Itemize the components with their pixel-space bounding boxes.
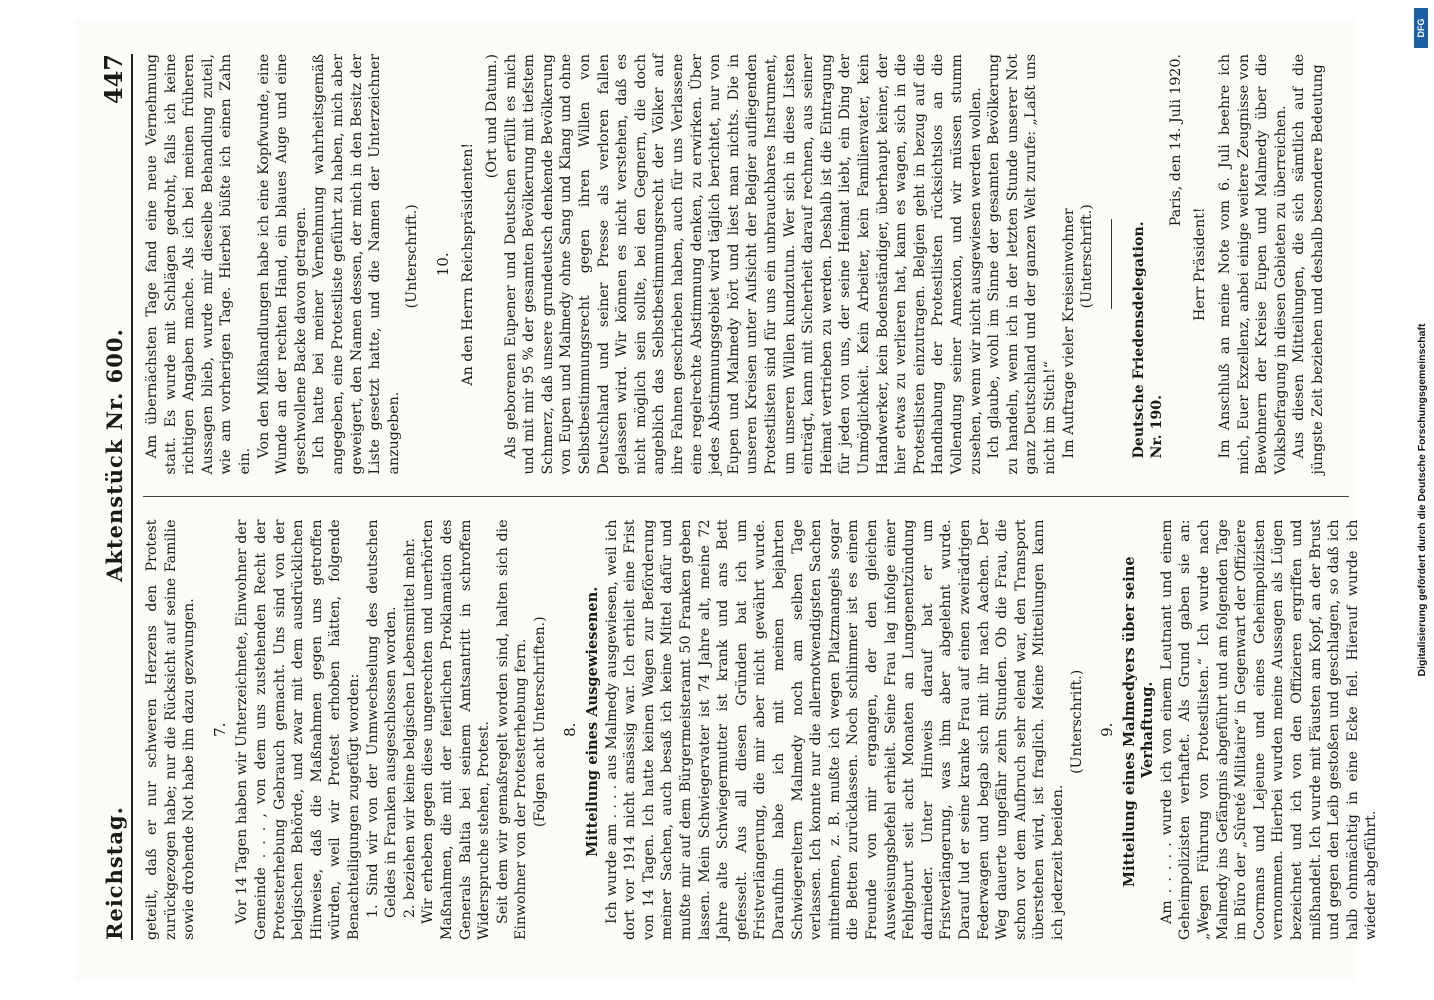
paragraph: geteilt, daß er nur schweren Herzens den Protest zurückgezogen habe; nur die Rücksicht auf seine Familie sowie drohende Not habe ihn dazu gezwungen. bbox=[144, 519, 198, 940]
paragraph: Von den Mißhandlungen habe ich eine Kopfwunde, eine Wunde an der rechten Hand, ein blaues Auge und eine geschwollene Backe davon getragen. bbox=[255, 54, 309, 475]
commission-line: Im Auftrage vieler Kreiseinwohner bbox=[1060, 208, 1077, 459]
digitization-credit bbox=[1408, 0, 1434, 1000]
section-heading: Mitteilung eines Malmedyers über seine Verhaftung. bbox=[1120, 556, 1157, 888]
page-header bbox=[99, 54, 133, 940]
signature-note: (Unterschrift.) bbox=[1068, 669, 1085, 774]
paragraph: Im Anschluß an meine Note vom 6. Juli beehre ich mich, Euer Exzellenz, anbei einige weitere Zeugnisse von Bewohnern der Kreise Eupen und Malmedy über die Volksbefragung in diesen Gebieten zu überreichen. bbox=[1217, 54, 1289, 475]
paragraph: Als geborenen Eupener und Deutschen erfüllt es mich und mit mir 95 % der gesamten Bevölkerung mit tiefstem Schmerz, daß unsere grundeutsch denkende Bevölkerung von Eupen und Malmedy ohne Sang und Klang und ohne Selbstbestimmungsrecht gegen ihren Willen von Deutschland und seiner Presse als verloren fallen gelassen wird. Wir können es nicht verstehen, daß es nicht möglich sein sollte, bei den Gegnern, die doch angeblich das Selbstbestimmungsrecht der Völker auf ihre Fahnen geschrieben haben, auch für uns Verlassene eine regelrechte Abstimmung denken, zu erwirken. Über jedes Abstimmungsgebiet wird täglich berichtet, nur von Eupen und Malmedy hört und liest man nichts. Die in unseren Kreisen unter Aufsicht der Belgier aufliegenden Protestlisten sind für uns ein unbrauchbares Instrument, um unseren Willen kundzutun. Wer sich in diese Listen einträgt, kann mit Sicherheit darauf rechnen, aus seiner Heimat vertrieben zu werden. Deshalb ist die Eintragung für jeden von uns, der seine Heimat liebt, ein Ding der Unmöglichkeit. Kein Arbeiter, kein Familienvater, kein Handwerker, kein Bodenständiger, überhaupt keiner, der hier etwas zu verlieren hat, kann es wagen, sich in die Protestlisten einzutragen. Belgien geht in bezug auf die Handhabung der Protestlisten rücksichtslos an die Vollendung seiner Annexion, und wir müssen stumm zusehen, wenn wir nicht ausgewiesen werden wollen. bbox=[502, 54, 984, 475]
page-number: 447 bbox=[99, 54, 128, 105]
left-column bbox=[143, 519, 1380, 941]
signature-note: (Unterschrift.) bbox=[404, 204, 421, 309]
section-number: 7. bbox=[210, 722, 229, 737]
paragraph: Ich wurde am . . . . aus Malmedy ausgewiesen, weil ich dort vor 1914 nicht ansässig war. Ich erhielt eine Frist von 14 Tagen. Ich hatte keinen Wagen zur Beförderung meiner Sachen, auch besaß ich keine Mittel dafür und mußte mir auf dem Bürgermeisteramt 50 Franken geben lassen. Mein Schwiegervater ist 74 Jahre alt, meine 72 Jahre alte Schwiegermutter ist krank und ans Bett gefesselt. Aus all diesen Gründen bat ich um Fristverlängerung, die mir aber nicht gewährt wurde. Daraufhin habe ich mit meinen bejahrten Schwiegereltern Malmedy noch am selben Tage verlassen. Ich konnte nur die allernotwendigsten Sachen mitnehmen, z. B. mußte ich wegen Platzmangels sogar die Betten zurücklassen. Noch schlimmer ist es einem Freunde von mir ergangen, der den gleichen Ausweisungsbefehl erhielt. Seine Frau lag infolge einer Fehlgeburt seit acht Monaten an Lungenentzündung darnieder. Unter Hinweis darauf bat er um Fristverlängerung, was ihm aber abgelehnt wurde. Darauf lud er seine kranke Frau auf einen zweirädrigen Federwagen und begab sich mit ihr nach Aachen. Der Weg dauerte ungefähr zehn Stunden. Ob die Frau, die schon vor dem Aufbruch sehr elend war, den Transport überstehen wird, ist fraglich. Meine Mitteilungen kann ich jederzeit beeiden. bbox=[603, 519, 1066, 940]
place-date-note: (Ort und Datum.) bbox=[484, 54, 501, 179]
letter-address: An den Herrn Reichspräsidenten! bbox=[459, 142, 476, 386]
signature-note: (Unterschrift.) bbox=[1079, 204, 1096, 309]
dfg-logo bbox=[1414, 8, 1428, 48]
paragraph: Am . . . . . wurde ich von einem Leutnant und einem Geheimpolizisten verhaftet. Als Grund gaben sie an: „Wegen Führung von Protestlisten.“ Ich wurde nach Malmedy ins Gefängnis abgeführt und am folgenden Tage im Büro der „Sûreté Militaire“ in Gegenwart der Offiziere Coormans und Lejeune und eines Geheimpolizisten vernommen. Hierbei wurden meine Aussagen als Lügen bezeichnet und ich von den Offizieren ergriffen und mißhandelt. Ich wurde mit Fäusten am Kopf, an der Brust und gegen den Leib gestoßen und geschlagen, so daß ich halb ohnmächtig in eine Ecke fiel. Hierauf wurde ich wieder abgeführt. bbox=[1158, 519, 1380, 940]
salutation: Herr Präsident! bbox=[1192, 207, 1209, 321]
header-left: Reichstag. bbox=[102, 806, 127, 940]
section-number: 8. bbox=[561, 722, 580, 737]
paragraph: Vor 14 Tagen haben wir Unterzeichnete, Einwohner der Gemeinde . . . , von dem uns zustehenden Recht der Protesterhebung Gebrauch gemacht. Uns sind von der belgischen Behörde, und zwar mit dem ausdrücklichen Hinweise, daß die Maßnahmen gegen uns getroffen würden, weil wir Protest erhoben hätten, folgende Benachteiligungen zugefügt worden: bbox=[234, 519, 362, 940]
paragraph: Aus diesen Mitteilungen, die sich sämtlich auf die jüngste Zeit beziehen und deshalb besondere Bedeutung bbox=[1291, 54, 1327, 475]
text-columns bbox=[143, 54, 1380, 940]
delegation-number: Nr. 190. bbox=[1149, 394, 1166, 459]
paragraph: Ich hatte bei meiner Vernehmung wahrheitsgemäß angegeben, eine Protestliste geführt zu haben, mich aber geweigert, den Namen dessen, der mich in den Besitz der Liste gesetzt hatte, und die Namen der Unterzeichner anzugeben. bbox=[311, 54, 402, 475]
column-divider bbox=[143, 497, 1349, 498]
header-title: Aktenstück Nr. 600. bbox=[102, 328, 127, 582]
signature-note: (Folgen acht Unterschriften.) bbox=[531, 616, 548, 828]
section-number: 10. bbox=[433, 252, 452, 277]
divider-rule bbox=[1111, 219, 1112, 309]
section-number: 9. bbox=[1098, 722, 1117, 737]
list bbox=[364, 520, 420, 941]
document-page bbox=[75, 20, 1380, 980]
list-item: 2. beziehen wir keine belgischen Lebensmittel mehr. bbox=[401, 538, 418, 918]
paragraph: Am übernächsten Tage fand eine neue Vernehmung statt. Es wurde mit Schlägen gedroht, falls ich keine richtigen Angaben mache. Als ich bei meinen früheren Aussagen blieb, wurde mir dieselbe Behandlung zuteil, wie am vorherigen Tage. Hierbei büßte ich einen Zahn ein. bbox=[144, 54, 253, 475]
delegation-name: Deutsche Friedensdelegation. bbox=[1130, 221, 1147, 459]
paragraph: Seit dem wir gemaßregelt worden sind, halten sich die Einwohner von der Protesterhebung fern. bbox=[494, 519, 530, 940]
dfg-logo-text: DFG bbox=[1416, 18, 1426, 38]
list-item: 1. Sind wir von der Unmwechselung des deutschen Geldes in Franken ausgeschlossen worden. bbox=[364, 519, 400, 918]
credit-text: Digitalisierung gefördert durch die Deutsche Forschungsgemeinschaft bbox=[1416, 323, 1428, 677]
paragraph: Wir erheben gegen diese ungerechten und unerhörten Maßnahmen, die mit der feierlichen Proklamation des Generals Baltia bei seinem Amtsantritt in schroffem Widerspruche stehen, Protest. bbox=[420, 519, 493, 940]
right-column bbox=[143, 54, 1349, 475]
paragraph: Ich glaube, wohl im Sinne der gesamten Bevölkerung zu handeln, wenn ich in der letzten Stunde unserer Not ganz Deutschland und der ganzen Welt zurufe: „Laßt uns nicht im Stich!“ bbox=[986, 54, 1058, 475]
letter-date: Paris, den 14. Juli 1920. bbox=[1167, 54, 1184, 227]
section-heading: Mitteilung eines Ausgewiesenen. bbox=[584, 586, 602, 857]
